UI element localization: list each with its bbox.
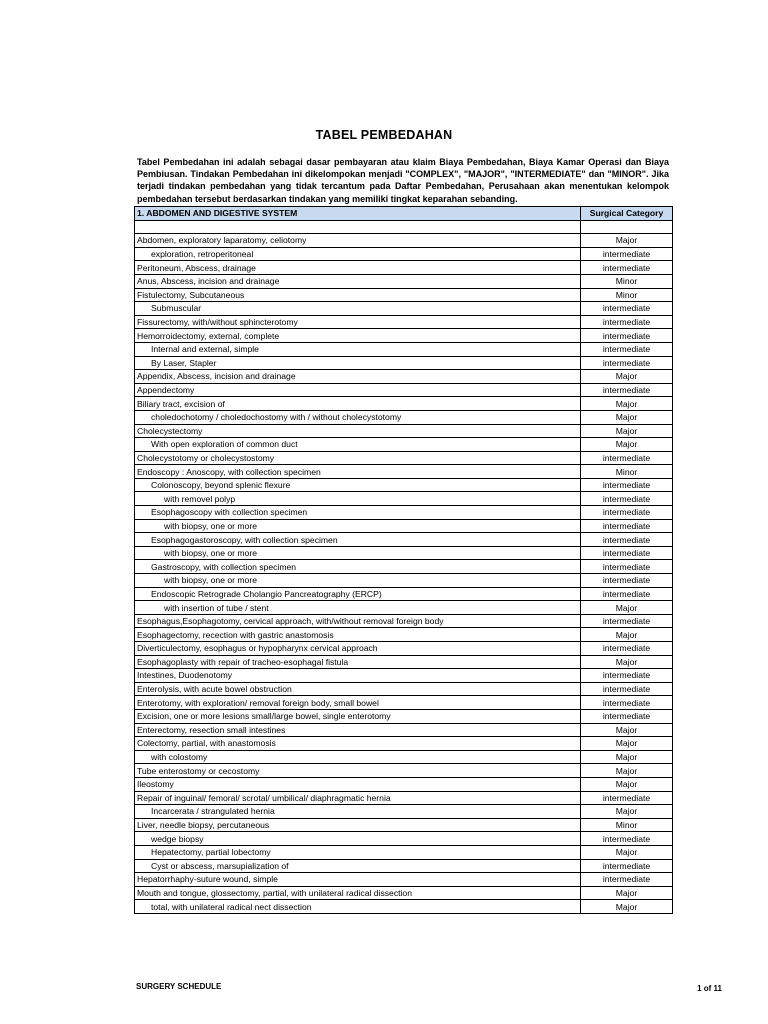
category-cell: intermediate: [581, 696, 673, 710]
table-row: [135, 805, 673, 819]
procedure-cell: Esophagectomy, recection with gastric anastomosis: [135, 628, 581, 642]
category-cell: Major: [581, 900, 673, 914]
category-header: Surgical Category: [581, 207, 673, 221]
table-row: [135, 492, 673, 506]
category-cell: Major: [581, 234, 673, 248]
table-row: [135, 560, 673, 574]
surgery-table: [134, 206, 673, 914]
table-row: [135, 764, 673, 778]
category-cell: intermediate: [581, 519, 673, 533]
category-cell: Major: [581, 655, 673, 669]
procedure-cell: Tube enterostomy or cecostomy: [135, 764, 581, 778]
table-row: [135, 574, 673, 588]
surgery-table-body: [135, 207, 673, 914]
procedure-cell: Appendix, Abscess, incision and drainage: [135, 370, 581, 384]
footer-title: SURGERY SCHEDULE: [136, 982, 222, 991]
category-cell: Major: [581, 845, 673, 859]
category-cell: intermediate: [581, 261, 673, 275]
procedure-cell: Enterectomy, resection small intestines: [135, 723, 581, 737]
category-cell: intermediate: [581, 315, 673, 329]
category-cell: [581, 220, 673, 234]
procedure-cell: total, with unilateral radical nect dissection: [135, 900, 581, 914]
category-cell: Minor: [581, 288, 673, 302]
procedure-cell: Cyst or abscess, marsupialization of: [135, 859, 581, 873]
procedure-cell: with biopsy, one or more: [135, 519, 581, 533]
table-row: [135, 506, 673, 520]
table-row: [135, 302, 673, 316]
category-cell: intermediate: [581, 546, 673, 560]
table-row: [135, 478, 673, 492]
procedure-cell: Colectomy, partial, with anastomosis: [135, 737, 581, 751]
table-row: [135, 873, 673, 887]
table-row: [135, 696, 673, 710]
procedure-cell: [135, 220, 581, 234]
category-cell: intermediate: [581, 506, 673, 520]
procedure-cell: Excision, one or more lesions small/large bowel, single enterotomy: [135, 709, 581, 723]
table-row: [135, 614, 673, 628]
table-row: [135, 261, 673, 275]
category-cell: Major: [581, 410, 673, 424]
category-cell: Major: [581, 805, 673, 819]
procedure-cell: Submuscular: [135, 302, 581, 316]
table-row: [135, 587, 673, 601]
category-cell: Major: [581, 886, 673, 900]
procedure-cell: By Laser, Stapler: [135, 356, 581, 370]
procedure-cell: Peritoneum, Abscess, drainage: [135, 261, 581, 275]
table-row: [135, 900, 673, 914]
category-cell: intermediate: [581, 873, 673, 887]
procedure-cell: Intestines, Duodenotomy: [135, 669, 581, 683]
procedure-cell: Abdomen, exploratory laparatomy, celiotomy: [135, 234, 581, 248]
category-cell: intermediate: [581, 574, 673, 588]
category-cell: intermediate: [581, 329, 673, 343]
procedure-cell: With open exploration of common duct: [135, 438, 581, 452]
category-cell: intermediate: [581, 383, 673, 397]
table-row: [135, 655, 673, 669]
procedure-cell: exploration, retroperitoneal: [135, 247, 581, 261]
procedure-cell: Appendectomy: [135, 383, 581, 397]
table-row: [135, 424, 673, 438]
table-row: [135, 832, 673, 846]
procedure-cell: Liver, needle biopsy, percutaneous: [135, 818, 581, 832]
table-row: [135, 342, 673, 356]
category-cell: intermediate: [581, 533, 673, 547]
table-row: [135, 315, 673, 329]
category-cell: intermediate: [581, 832, 673, 846]
category-cell: Minor: [581, 818, 673, 832]
procedure-cell: with removel polyp: [135, 492, 581, 506]
table-row: [135, 329, 673, 343]
category-cell: Major: [581, 438, 673, 452]
table-row: [135, 533, 673, 547]
table-row: [135, 397, 673, 411]
procedure-cell: Cholecystotomy or cholecystostomy: [135, 451, 581, 465]
category-cell: Major: [581, 737, 673, 751]
category-cell: intermediate: [581, 478, 673, 492]
category-cell: Major: [581, 628, 673, 642]
table-row: [135, 220, 673, 234]
category-cell: Major: [581, 750, 673, 764]
table-row: [135, 859, 673, 873]
table-row: [135, 682, 673, 696]
table-row: [135, 709, 673, 723]
procedure-cell: Endoscopic Retrograde Cholangio Pancreatography (ERCP): [135, 587, 581, 601]
category-cell: intermediate: [581, 587, 673, 601]
procedure-cell: wedge biopsy: [135, 832, 581, 846]
procedure-cell: Hepatorrhaphy-suture wound, simple: [135, 873, 581, 887]
procedure-cell: Diverticulectomy, esophagus or hypopharynx cervical approach: [135, 642, 581, 656]
category-cell: intermediate: [581, 356, 673, 370]
category-cell: intermediate: [581, 492, 673, 506]
procedure-cell: Colonoscopy, beyond splenic flexure: [135, 478, 581, 492]
procedure-cell: Ileostomy: [135, 777, 581, 791]
category-cell: intermediate: [581, 669, 673, 683]
procedure-cell: Hemorroidectomy, external, complete: [135, 329, 581, 343]
category-cell: intermediate: [581, 642, 673, 656]
procedure-cell: Cholecystectomy: [135, 424, 581, 438]
table-row: [135, 410, 673, 424]
table-row: [135, 845, 673, 859]
table-row: [135, 465, 673, 479]
procedure-cell: Enterotomy, with exploration/ removal foreign body, small bowel: [135, 696, 581, 710]
table-row: [135, 737, 673, 751]
procedure-cell: Esophagoplasty with repair of tracheo-esophagal fistula: [135, 655, 581, 669]
table-row: [135, 519, 673, 533]
table-row: [135, 601, 673, 615]
category-cell: intermediate: [581, 451, 673, 465]
category-cell: Major: [581, 601, 673, 615]
procedure-cell: Enterolysis, with acute bowel obstruction: [135, 682, 581, 696]
procedure-cell: Repair of inguinal/ femoral/ scrotal/ umbilical/ diaphragmatic hernia: [135, 791, 581, 805]
category-cell: intermediate: [581, 302, 673, 316]
table-row: [135, 669, 673, 683]
table-row: [135, 750, 673, 764]
category-cell: Major: [581, 397, 673, 411]
procedure-cell: Anus, Abscess, incision and drainage: [135, 274, 581, 288]
category-cell: Major: [581, 424, 673, 438]
table-row: [135, 451, 673, 465]
table-row: [135, 438, 673, 452]
section-header: 1. ABDOMEN AND DIGESTIVE SYSTEM: [135, 207, 581, 221]
procedure-cell: Incarcerata / strangulated hernia: [135, 805, 581, 819]
table-row: [135, 546, 673, 560]
category-cell: intermediate: [581, 709, 673, 723]
category-cell: intermediate: [581, 614, 673, 628]
table-row: [135, 288, 673, 302]
procedure-cell: Esophagoscopy with collection specimen: [135, 506, 581, 520]
table-row: [135, 234, 673, 248]
category-cell: Major: [581, 370, 673, 384]
table-row: [135, 370, 673, 384]
table-row: [135, 247, 673, 261]
category-cell: intermediate: [581, 247, 673, 261]
category-cell: intermediate: [581, 791, 673, 805]
procedure-cell: Internal and external, simple: [135, 342, 581, 356]
category-cell: intermediate: [581, 859, 673, 873]
procedure-cell: Fissurectomy, with/without sphincterotomy: [135, 315, 581, 329]
category-cell: intermediate: [581, 560, 673, 574]
procedure-cell: with insertion of tube / stent: [135, 601, 581, 615]
table-row: [135, 274, 673, 288]
procedure-cell: with biopsy, one or more: [135, 546, 581, 560]
procedure-cell: with colostomy: [135, 750, 581, 764]
table-row: [135, 886, 673, 900]
procedure-cell: with biopsy, one or more: [135, 574, 581, 588]
procedure-cell: choledochotomy / choledochostomy with / without cholecystotomy: [135, 410, 581, 424]
category-cell: Major: [581, 777, 673, 791]
table-row: [135, 642, 673, 656]
table-row: [135, 723, 673, 737]
procedure-cell: Endoscopy : Anoscopy, with collection specimen: [135, 465, 581, 479]
intro-paragraph: Tabel Pembedahan ini adalah sebagai dasar pembayaran atau klaim Biaya Pembedahan, Biaya Kamar Operasi dan Biaya Pembiusan. Tindakan Pembedahan ini dikelompokan menjadi "COMPLEX", "MAJOR", "INTERMEDIATE" dan "MINOR". Jika terjadi tindakan pembedahan yang tidak tercantum pada Daftar Pembedahan, Perusahaan akan menentukan kelompok pembedahan tersebut berdasarkan tindakan yang memiliki tingkat keparahan sebanding.: [137, 157, 669, 204]
category-cell: intermediate: [581, 682, 673, 696]
procedure-cell: Fistulectomy, Subcutaneous: [135, 288, 581, 302]
procedure-cell: Esophagogastoroscopy, with collection specimen: [135, 533, 581, 547]
table-row: [135, 628, 673, 642]
page-title: TABEL PEMBEDAHAN: [315, 128, 453, 142]
procedure-cell: Hepatectomy, partial lobectomy: [135, 845, 581, 859]
table-row: [135, 791, 673, 805]
page-number: 1 of 11: [697, 984, 722, 993]
table-row: [135, 777, 673, 791]
category-cell: Minor: [581, 274, 673, 288]
procedure-cell: Gastroscopy, with collection specimen: [135, 560, 581, 574]
table-header-row: [135, 207, 673, 221]
category-cell: Major: [581, 723, 673, 737]
table-row: [135, 356, 673, 370]
procedure-cell: Esophagus,Esophagotomy, cervical approach, with/without removal foreign body: [135, 614, 581, 628]
table-row: [135, 818, 673, 832]
procedure-cell: Biliary tract, excision of: [135, 397, 581, 411]
category-cell: Minor: [581, 465, 673, 479]
category-cell: Major: [581, 764, 673, 778]
table-row: [135, 383, 673, 397]
category-cell: intermediate: [581, 342, 673, 356]
procedure-cell: Mouth and tongue, glossectomy, partial, with unilateral radical dissection: [135, 886, 581, 900]
